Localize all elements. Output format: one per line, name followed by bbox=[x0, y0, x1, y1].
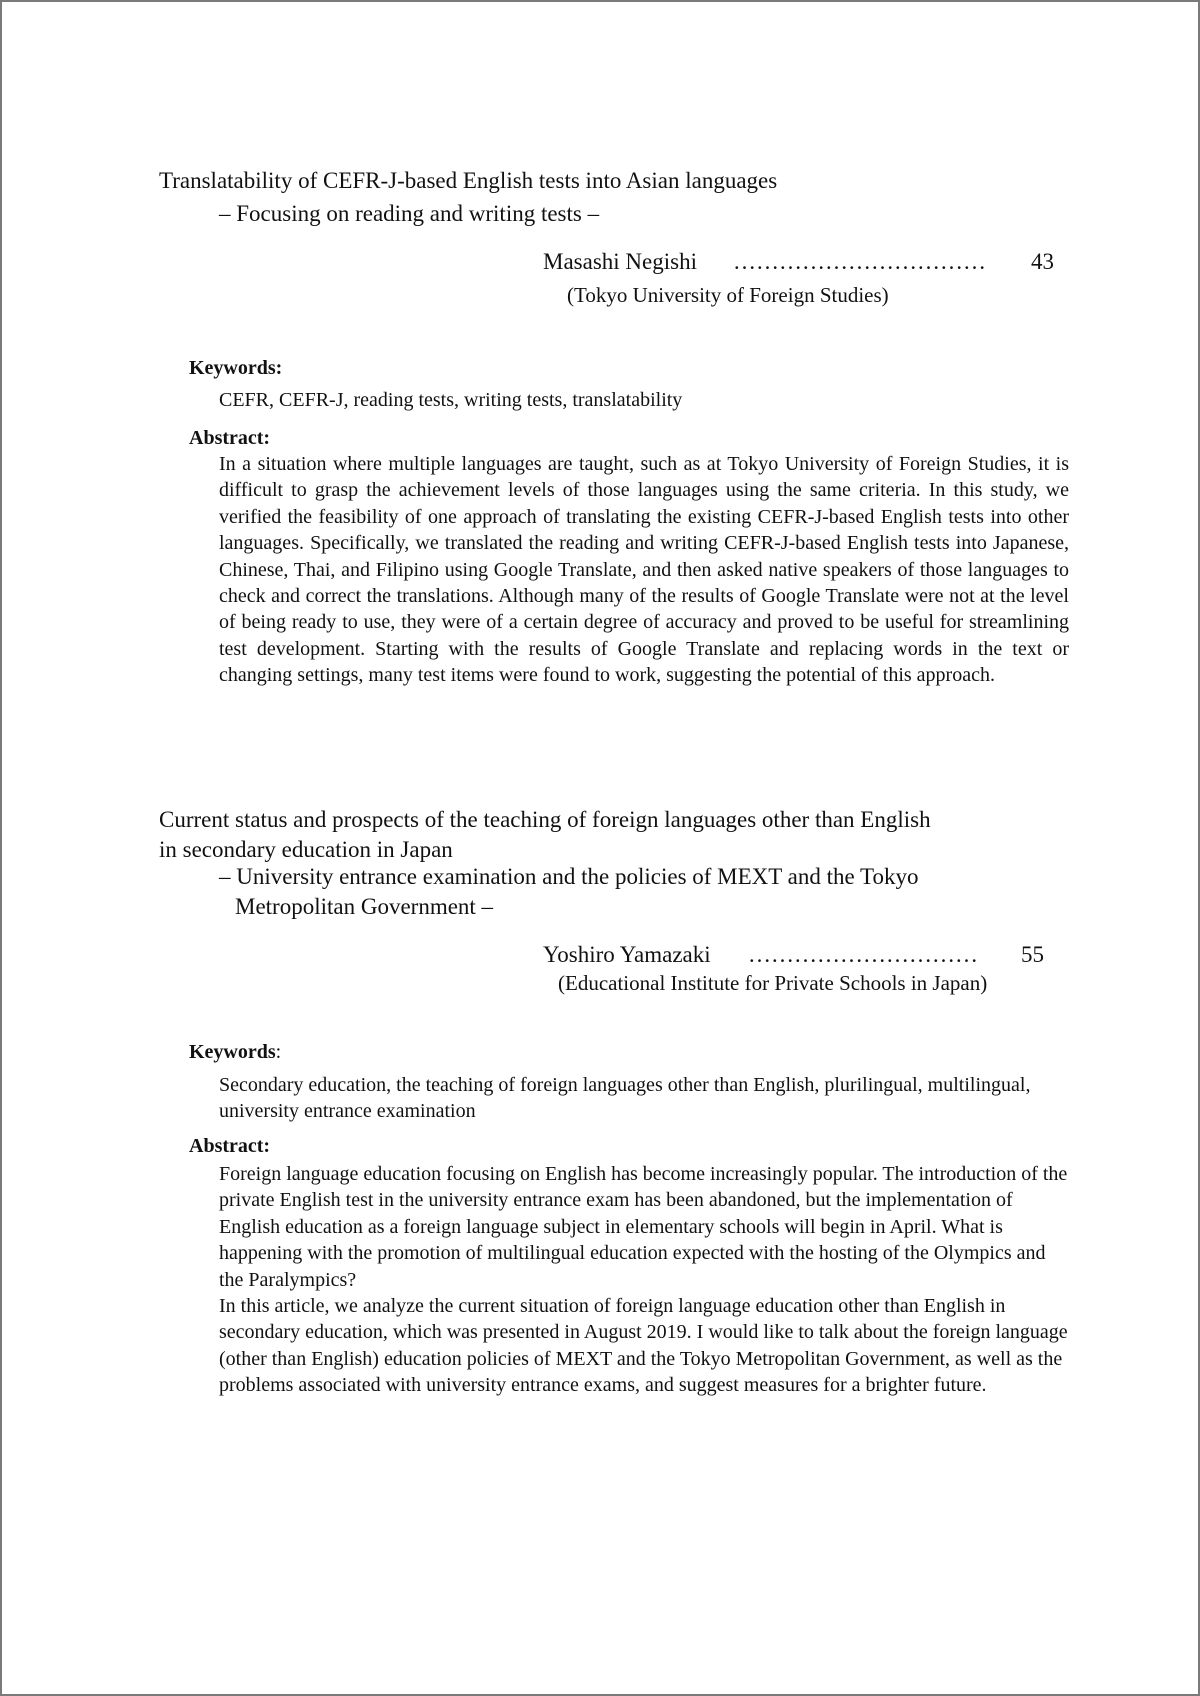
article-title: Current status and prospects of the teaching of foreign languages other than English bbox=[159, 807, 931, 832]
page-number: 43 bbox=[1031, 249, 1054, 274]
article-subtitle: Metropolitan Government – bbox=[235, 894, 494, 919]
article-title: in secondary education in Japan bbox=[159, 837, 453, 862]
abstract-label: Abstract: bbox=[189, 427, 271, 449]
article-title: Translatability of CEFR-J-based English tests into Asian languages bbox=[159, 168, 778, 193]
keywords-text: Secondary education, the teaching of foreign languages other than English, plurilingual, multilingual, university entrance examination bbox=[219, 1074, 1031, 1123]
article-subtitle: – University entrance examination and the policies of MEXT and the Tokyo bbox=[219, 864, 919, 889]
author-affiliation: (Educational Institute for Private Schools in Japan) bbox=[558, 971, 988, 995]
keywords-label: Keywords: bbox=[189, 357, 283, 379]
abstract-paragraph: Foreign language education focusing on English has become increasingly popular. The introduction of the private English test in the university entrance exam has been abandoned, but the implementation of English education as a foreign language subject in elementary schools will begin in April. What is happening with the promotion of multilingual education expected with the hosting of the Olympics and the Paralympics? bbox=[219, 1163, 1068, 1291]
dot-leader: …………………………… bbox=[733, 249, 986, 274]
abstract-text bbox=[219, 1161, 1069, 1399]
abstract-text bbox=[219, 451, 1069, 689]
article-subtitle: – Focusing on reading and writing tests – bbox=[219, 201, 600, 226]
keywords-label: Keywords: bbox=[189, 1041, 282, 1063]
abstract-label: Abstract: bbox=[189, 1135, 271, 1157]
page-number: 55 bbox=[1021, 942, 1044, 967]
author-affiliation: (Tokyo University of Foreign Studies) bbox=[567, 283, 889, 307]
keywords-text: CEFR, CEFR-J, reading tests, writing tests, translatability bbox=[219, 389, 683, 411]
dot-leader: ………………………… bbox=[748, 942, 978, 967]
author-name: Yoshiro Yamazaki bbox=[543, 942, 711, 967]
abstract-paragraph: In a situation where multiple languages are taught, such as at Tokyo University of Foreign Studies, it is difficult to grasp the achievement levels of those languages using the same criteria. In this study, we verified the feasibility of one approach of translating the existing CEFR-J-based English tests into other languages. Specifically, we translated the reading and writing CEFR-J-based English tests into Japanese, Chinese, Thai, and Filipino using Google Translate, and then asked native speakers of those languages to check and correct the translations. Although many of the results of Google Translate were not at the level of being ready to use, they were of a certain degree of accuracy and proved to be useful for streamlining test development. Starting with the results of Google Translate and replacing words in the text or changing settings, many test items were found to work, suggesting the potential of this approach. bbox=[219, 453, 1069, 687]
abstract-paragraph: In this article, we analyze the current situation of foreign language education other than English in secondary education, which was presented in August 2019. I would like to talk about the foreign language (other than English) education policies of MEXT and the Tokyo Metropolitan Government, as well as the problems associated with university entrance exams, and suggest measures for a brighter future. bbox=[219, 1295, 1068, 1397]
author-name: Masashi Negishi bbox=[543, 249, 697, 274]
